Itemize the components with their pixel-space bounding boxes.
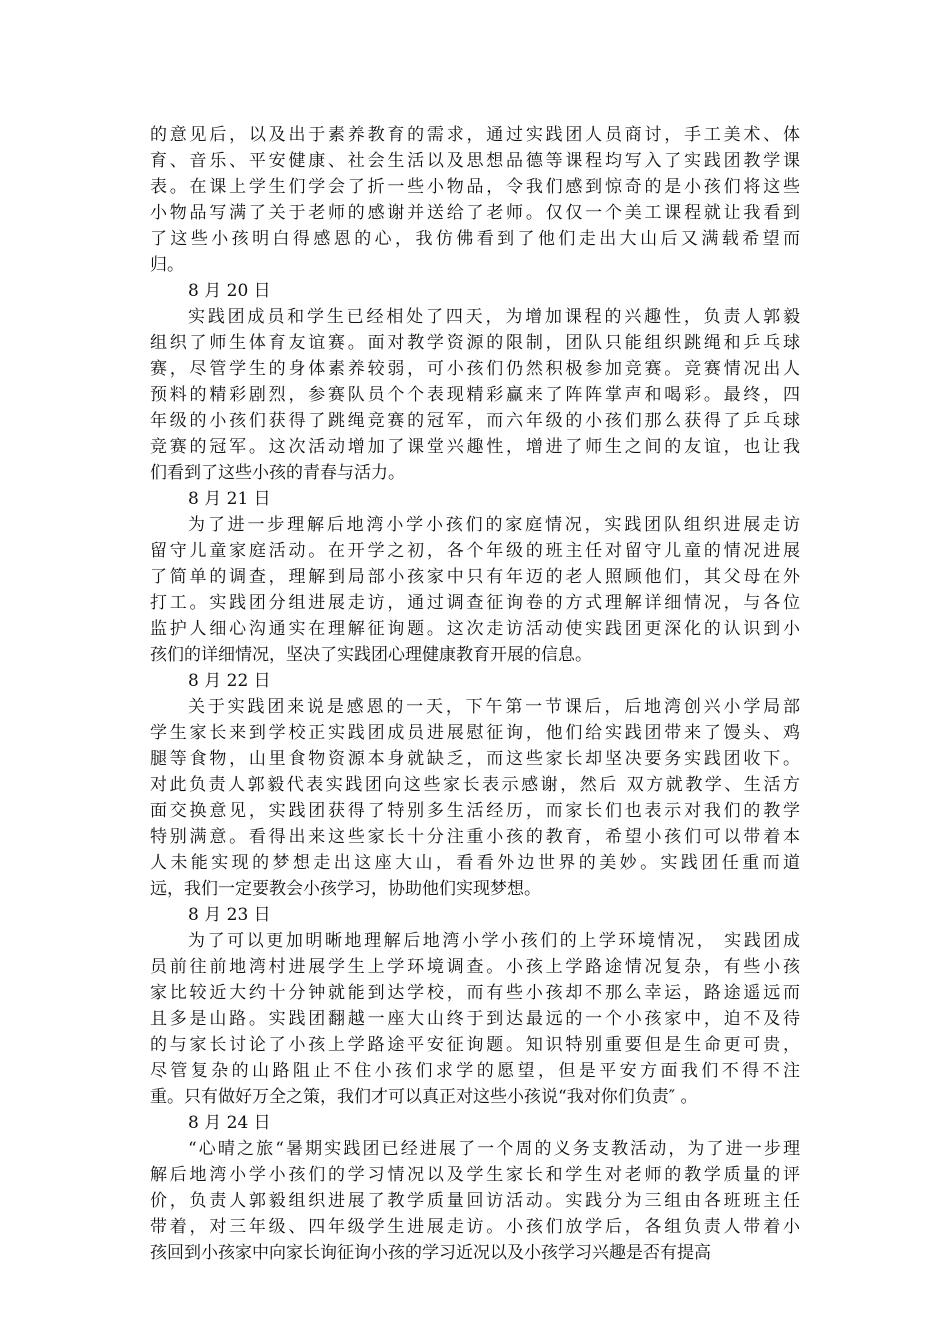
paragraph-line: 腿等食物，山里食物资源本身就缺乏，而这些家长却坚决要务实践团收下。: [150, 749, 800, 769]
paragraph-line: “心晴之旅“暑期实践团已经进展了一个周的义务支教活动，为了进一步理: [188, 1139, 800, 1159]
paragraph-line: 为了进一步理解后地湾小学小孩们的家庭情况，实践团队组织进展走访: [188, 515, 800, 535]
paragraph-line: 带着，对三年级、四年级学生进展走访。小孩们放学后，各组负责人带着小: [150, 1217, 800, 1237]
paragraph-line: 面交换意见，实践团获得了特别多生活经历，而家长们也表示对我们的教学: [150, 801, 800, 821]
paragraph-line: 了这些小孩明白得感恩的心，我仿佛看到了他们走出大山后又满载希望而: [150, 229, 800, 249]
paragraph-line: 实践团成员和学生已经相处了四天，为增加课程的兴趣性，负责人郭毅: [188, 307, 800, 327]
paragraph-line: 且多是山路。实践团翻越一座大山终于到达最远的一个小孩家中，迫不及待: [150, 1009, 800, 1029]
paragraph-line: 组织了师生体育友谊赛。面对教学资源的限制，团队只能组织跳绳和乒乓球: [150, 333, 800, 353]
paragraph-line: 育、音乐、平安健康、社会生活以及思想品德等课程均写入了实践团教学课: [150, 151, 800, 171]
paragraph-line: 为了可以更加明晰地理解后地湾小学小孩们的上学环境情况， 实践团成: [188, 931, 800, 951]
paragraph-line: 对此负责人郭毅代表实践团向这些家长表示感谢，然后 双方就教学、生活方: [150, 775, 800, 795]
paragraph-line: 打工。实践团分组进展走访，通过调查征询卷的方式理解详细情况，与各位: [150, 593, 800, 613]
paragraph-line: 人未能实现的梦想走出这座大山，看看外边世界的美妙。实践团任重而道: [150, 853, 800, 873]
document-page: [150, 122, 800, 1266]
paragraph: [150, 512, 800, 668]
date-heading: 8 月 22 日: [188, 671, 271, 691]
paragraph-line: 孩们的详细情况，坚决了实践团心理健康教育开展的信息。: [150, 645, 592, 665]
paragraph-line: 特别满意。看得出来这些家长十分注重小孩的教育，希望小孩们可以带着本: [150, 827, 800, 847]
paragraph: [150, 928, 800, 1110]
paragraph-line: 尽管复杂的山路阻止不住小孩们求学的愿望，但是平安方面我们不得不注: [150, 1061, 800, 1081]
paragraph-line: 重。只有做好万全之策，我们才可以真正对这些小孩说“我对你们负责″ 。: [150, 1087, 698, 1107]
paragraph-line: 归。: [150, 255, 184, 275]
paragraph-line: 预料的精彩剧烈，参赛队员个个表现精彩赢来了阵阵掌声和喝彩。最终，四: [150, 385, 800, 405]
paragraph: [150, 304, 800, 486]
paragraph-line: 监护人细心沟通实在理解征询题。这次走访活动使实践团更深化的认识到小: [150, 619, 800, 639]
paragraph: [150, 1136, 800, 1266]
paragraph-line: 价，负责人郭毅组织进展了教学质量回访活动。实践分为三组由各班班主任: [150, 1191, 800, 1211]
paragraph-line: 竞赛的冠军。这次活动增加了课堂兴趣性，增进了师生之间的友谊，也让我: [150, 437, 800, 457]
paragraph: [150, 694, 800, 902]
paragraph-line: 的意见后，以及出于素养教育的需求，通过实践团人员商讨，手工美术、体: [150, 125, 800, 145]
paragraph-line: 们看到了这些小孩的青春与活力。: [150, 463, 405, 483]
date-heading: 8 月 21 日: [188, 489, 271, 509]
paragraph: [150, 122, 800, 278]
paragraph-line: 表。在课上学生们学会了折一些小物品，令我们感到惊奇的是小孩们将这些: [150, 177, 800, 197]
paragraph-line: 学生家长来到学校正实践团成员进展慰征询，他们给实践团带来了馒头、鸡: [150, 723, 800, 743]
paragraph-line: 解后地湾小学小孩们的学习情况以及学生家长和学生对老师的教学质量的评: [150, 1165, 800, 1185]
paragraph-line: 赛，尽管学生的身体素养较弱，可小孩们仍然积极参加竞赛。竞赛情况出人: [150, 359, 800, 379]
paragraph-line: 小物品写满了关于老师的感谢并送给了老师。仅仅一个美工课程就让我看到: [150, 203, 800, 223]
paragraph-line: 留守儿童家庭活动。在开学之初，各个年级的班主任对留守儿童的情况进展: [150, 541, 800, 561]
paragraph-line: 家比较近大约十分钟就能到达学校，而有些小孩却不那么幸运，路途遥远而: [150, 983, 800, 1003]
paragraph-line: 了简单的调查，理解到局部小孩家中只有年迈的老人照顾他们，其父母在外: [150, 567, 800, 587]
date-heading: 8 月 24 日: [188, 1113, 271, 1133]
date-heading: 8 月 23 日: [188, 905, 271, 925]
paragraph-line: 关于实践团来说是感恩的一天，下午第一节课后，后地湾创兴小学局部: [188, 697, 800, 717]
paragraph-line: 年级的小孩们获得了跳绳竞赛的冠军，而六年级的小孩们那么获得了乒乓球: [150, 411, 800, 431]
paragraph-line: 员前往前地湾村进展学生上学环境调查。小孩上学路途情况复杂，有些小孩: [150, 957, 800, 977]
paragraph-line: 孩回到小孩家中向家长询征询小孩的学习近况以及小孩学习兴趣是否有提高: [150, 1243, 711, 1263]
paragraph-line: 的与家长讨论了小孩上学路途平安征询题。知识特别重要但是生命更可贵，: [150, 1035, 800, 1055]
paragraph-line: 远，我们一定要教会小孩学习，协助他们实现梦想。: [150, 879, 541, 899]
date-heading: 8 月 20 日: [188, 281, 271, 301]
